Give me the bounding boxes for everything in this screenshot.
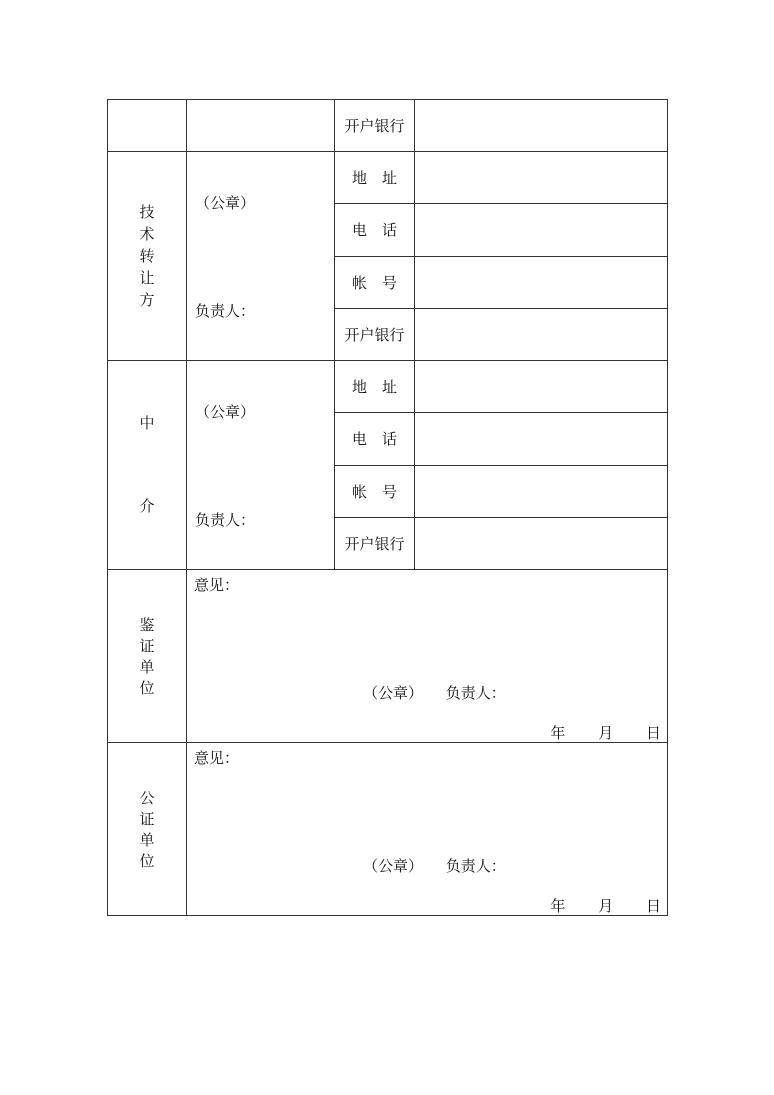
transferor-bank-label: 开户银行	[335, 308, 415, 360]
appraisal-signature	[363, 682, 524, 703]
notary-label-char: 公	[139, 789, 155, 807]
notary-label	[108, 781, 186, 877]
intermediary-bank-label: 开户银行	[335, 517, 415, 569]
notary-label-char: 单	[139, 831, 155, 849]
appraisal-label-char: 证	[139, 637, 155, 655]
notary-day-label: 日	[645, 897, 661, 915]
transferor-label-cell	[108, 152, 187, 361]
appraisal-label-char: 单	[139, 658, 155, 676]
appraisal-opinion-label: 意见：	[194, 576, 240, 594]
intermediary-account-label: 帐 号	[335, 465, 415, 517]
transferor-label-char: 方	[139, 291, 155, 309]
transferor-address-label: 地 址	[335, 152, 415, 204]
intermediary-address-value[interactable]	[415, 361, 668, 413]
notary-opinion-cell[interactable]	[187, 743, 668, 916]
notary-month-label: 月	[598, 897, 614, 915]
transferor-seal-text: （公章）	[195, 194, 256, 212]
appraisal-label	[108, 608, 186, 704]
transferor-label	[108, 201, 186, 311]
transferor-label-char: 转	[139, 247, 155, 265]
notary-label-cell	[108, 743, 187, 916]
transferor-label-char: 术	[139, 225, 155, 243]
intermediary-bank-value[interactable]	[415, 517, 668, 569]
transferor-account-label: 帐 号	[335, 256, 415, 308]
notary-date	[522, 895, 661, 916]
intermediary-address-label: 地 址	[335, 361, 415, 413]
appraisal-row	[108, 570, 668, 743]
transferor-address-value[interactable]	[415, 152, 668, 204]
transferor-seal-cell	[187, 152, 335, 361]
intermediary-label-char: 介	[139, 497, 155, 515]
appraisal-responsible-label: 负责人：	[445, 684, 506, 702]
top-bank-value[interactable]	[415, 100, 668, 152]
notary-seal-text: （公章）	[363, 857, 424, 875]
transferor-label-char: 让	[139, 269, 155, 287]
parties-table	[107, 99, 668, 916]
appraisal-label-char: 鉴	[139, 616, 155, 634]
transferor-bank-value[interactable]	[415, 308, 668, 360]
notary-year-label: 年	[550, 897, 566, 915]
top-seal-cell	[187, 100, 335, 152]
transferor-address-row	[108, 152, 668, 204]
intermediary-label-cell	[108, 361, 187, 570]
appraisal-label-char: 位	[139, 679, 155, 697]
intermediary-label-char: 中	[139, 414, 155, 432]
appraisal-year-label: 年	[550, 724, 566, 742]
appraisal-seal-text: （公章）	[363, 684, 424, 702]
appraisal-opinion-cell[interactable]	[187, 570, 668, 743]
top-bank-row	[108, 100, 668, 152]
appraisal-month-label: 月	[598, 724, 614, 742]
transferor-responsible-label: 负责人：	[195, 302, 256, 320]
top-party-cell	[108, 100, 187, 152]
notary-opinion-label: 意见：	[194, 749, 240, 767]
transferor-phone-value[interactable]	[415, 204, 668, 256]
intermediary-seal-cell	[187, 361, 335, 570]
intermediary-phone-label: 电 话	[335, 413, 415, 465]
appraisal-day-label: 日	[645, 724, 661, 742]
intermediary-account-value[interactable]	[415, 465, 668, 517]
intermediary-responsible-label: 负责人：	[195, 511, 256, 529]
notary-label-char: 位	[139, 852, 155, 870]
intermediary-phone-value[interactable]	[415, 413, 668, 465]
notary-responsible-label: 负责人：	[445, 857, 506, 875]
notary-signature	[363, 855, 524, 876]
intermediary-label	[108, 402, 186, 528]
transferor-phone-label: 电 话	[335, 204, 415, 256]
notary-label-char: 证	[139, 810, 155, 828]
appraisal-date	[522, 722, 661, 743]
appraisal-label-cell	[108, 570, 187, 743]
intermediary-address-row	[108, 361, 668, 413]
transferor-account-value[interactable]	[415, 256, 668, 308]
top-bank-label: 开户银行	[335, 100, 415, 152]
transferor-label-char: 技	[139, 203, 155, 221]
notary-row	[108, 743, 668, 916]
intermediary-seal-text: （公章）	[195, 403, 256, 421]
